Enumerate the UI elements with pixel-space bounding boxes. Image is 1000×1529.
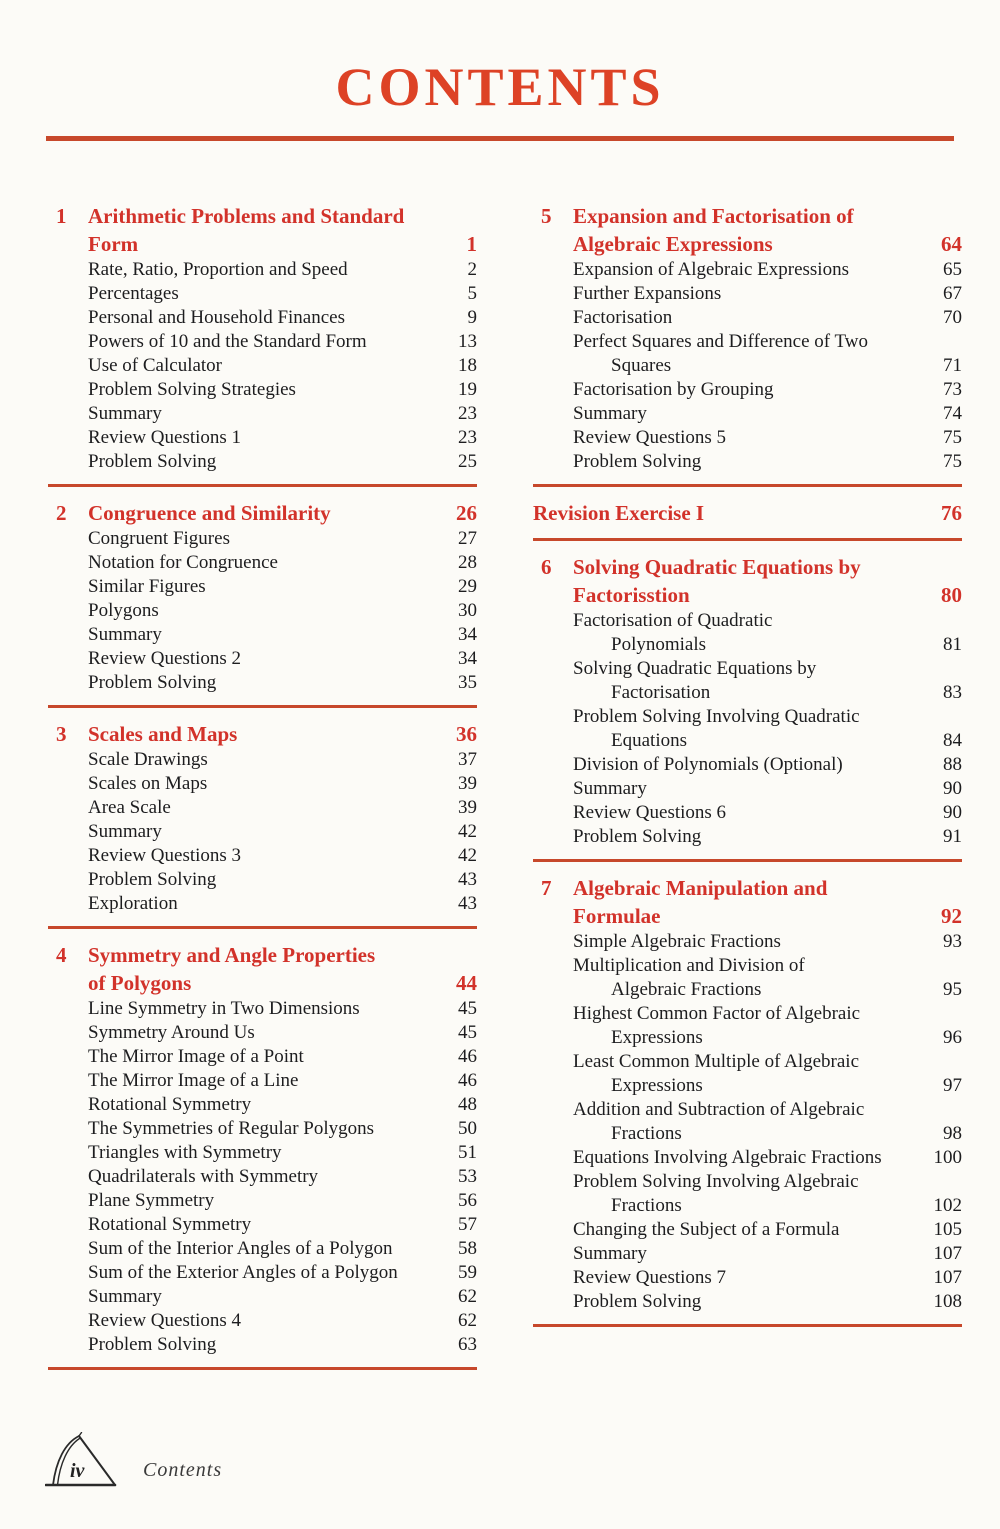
toc-entry-text: Rotational Symmetry (88, 1214, 252, 1236)
toc-row (533, 681, 962, 705)
toc-entry-text: Area Scale (88, 797, 171, 819)
chapter-section (533, 190, 962, 487)
toc-entry-text: Review Questions 4 (88, 1310, 242, 1332)
toc-row (533, 230, 962, 258)
toc-row (48, 450, 477, 474)
toc-entry-text: Sum of the Exterior Angles of a Polygon (88, 1262, 398, 1284)
chapter-section (533, 541, 962, 862)
toc-row (48, 1117, 477, 1141)
chapter-title-line: Arithmetic Problems and Standard (88, 204, 405, 229)
toc-entry-page: 88 (943, 754, 962, 776)
toc-row (533, 902, 962, 930)
chapter-title-line: Form (88, 232, 139, 257)
chapter-section (48, 190, 477, 487)
toc-entry-text: Summary (88, 403, 162, 425)
toc-entry-page: 95 (943, 979, 962, 1001)
toc-row (533, 202, 962, 230)
toc-row (533, 378, 962, 402)
toc-entry-text: Sum of the Interior Angles of a Polygon (88, 1238, 393, 1260)
toc-entry-text: Summary (573, 403, 647, 425)
toc-row (533, 581, 962, 609)
chapter-title-line: Scales and Maps (88, 722, 238, 747)
toc-entry-page: 62 (458, 1310, 477, 1332)
footer-section-label: Contents (143, 1459, 223, 1481)
toc-entry-text: Triangles with Symmetry (88, 1142, 282, 1164)
toc-entry-text: Expressions (611, 1027, 703, 1049)
chapter-page-number: 44 (456, 971, 477, 996)
chapter-page-number: 80 (941, 583, 962, 608)
toc-row (533, 306, 962, 330)
toc-row (48, 892, 477, 916)
toc-row (533, 1146, 962, 1170)
chapter-number: 5 (541, 204, 552, 229)
toc-entry-page: 84 (943, 730, 962, 752)
chapter-section (533, 862, 962, 1327)
toc-row (533, 450, 962, 474)
chapter-page-number: 36 (456, 722, 477, 747)
toc-row (48, 1069, 477, 1093)
toc-entry-text: Algebraic Fractions (611, 979, 762, 1001)
toc-entry-text: Squares (611, 355, 672, 377)
toc-entry-text: Line Symmetry in Two Dimensions (88, 998, 360, 1020)
toc-entry-page: 13 (458, 331, 477, 353)
toc-row (533, 1122, 962, 1146)
page-number-emblem (45, 1432, 123, 1490)
chapter-title-line: Expansion and Factorisation of (573, 204, 854, 229)
chapter-title-line: Algebraic Manipulation and (573, 876, 828, 901)
toc-row (533, 499, 962, 527)
toc-entry-text: Solving Quadratic Equations by (573, 658, 817, 680)
toc-entry-text: Equations (611, 730, 687, 752)
toc-entry-page: 42 (458, 845, 477, 867)
toc-entry-page: 37 (458, 749, 477, 771)
toc-entry-text: Percentages (88, 283, 179, 305)
toc-entry-page: 67 (943, 283, 962, 305)
toc-entry-page: 2 (467, 259, 477, 281)
toc-entry-text: Rotational Symmetry (88, 1094, 252, 1116)
toc-row (533, 1266, 962, 1290)
toc-row (533, 402, 962, 426)
toc-entry-page: 23 (458, 427, 477, 449)
toc-entry-page: 93 (943, 931, 962, 953)
toc-row (533, 1098, 962, 1122)
chapter-page-number: 64 (941, 232, 962, 257)
toc-entry-page: 29 (458, 576, 477, 598)
toc-entry-text: Summary (88, 624, 162, 646)
toc-entry-text: Simple Algebraic Fractions (573, 931, 781, 953)
toc-entry-page: 105 (933, 1219, 962, 1241)
chapter-section (48, 929, 477, 1370)
toc-entry-page: 70 (943, 307, 962, 329)
toc-row (533, 753, 962, 777)
toc-entry-page: 53 (458, 1166, 477, 1188)
chapter-number: 1 (56, 204, 67, 229)
chapter-page-number: 92 (941, 904, 962, 929)
toc-row (48, 402, 477, 426)
toc-entry-page: 27 (458, 528, 477, 550)
toc-entry-text: Problem Solving Involving Algebraic (573, 1171, 859, 1193)
toc-entry-page: 108 (933, 1291, 962, 1313)
toc-entry-text: Review Questions 6 (573, 802, 727, 824)
toc-entry-text: Addition and Subtraction of Algebraic (573, 1099, 865, 1121)
toc-entry-page: 62 (458, 1286, 477, 1308)
chapter-page-number: 76 (941, 501, 962, 526)
toc-entry-page: 83 (943, 682, 962, 704)
toc-row (48, 969, 477, 997)
toc-row (533, 633, 962, 657)
chapter-section (48, 487, 477, 708)
toc-row (48, 748, 477, 772)
toc-row (48, 527, 477, 551)
toc-row (533, 825, 962, 849)
toc-row (533, 801, 962, 825)
toc-row (48, 575, 477, 599)
toc-row (533, 426, 962, 450)
chapter-title-line: Symmetry and Angle Properties (88, 943, 376, 968)
toc-entry-page: 100 (933, 1147, 962, 1169)
toc-entry-page: 63 (458, 1334, 477, 1356)
toc-row (533, 330, 962, 354)
toc-row (533, 978, 962, 1002)
toc-row (48, 1141, 477, 1165)
chapter-number: 2 (56, 501, 67, 526)
toc-entry-text: Problem Solving (88, 869, 217, 891)
toc-row (48, 772, 477, 796)
toc-entry-text: Exploration (88, 893, 178, 915)
toc-entry-text: Problem Solving Strategies (88, 379, 296, 401)
toc-entry-text: Least Common Multiple of Algebraic (573, 1051, 860, 1073)
toc-entry-page: 39 (458, 797, 477, 819)
toc-entry-text: Review Questions 2 (88, 648, 242, 670)
toc-entry-text: Factorisation (611, 682, 711, 704)
toc-entry-text: Symmetry Around Us (88, 1022, 255, 1044)
toc-entry-text: Perfect Squares and Difference of Two (573, 331, 868, 353)
toc-row (48, 820, 477, 844)
toc-row (48, 1021, 477, 1045)
toc-row (533, 1050, 962, 1074)
chapter-number: 4 (56, 943, 67, 968)
chapter-title-line: Factorisstion (573, 583, 690, 608)
toc-entry-text: Highest Common Factor of Algebraic (573, 1003, 861, 1025)
toc-entry-page: 34 (458, 648, 477, 670)
toc-entry-text: Scales on Maps (88, 773, 208, 795)
toc-entry-text: Changing the Subject of a Formula (573, 1219, 840, 1241)
title-rule (46, 136, 954, 141)
chapter-page-number: 26 (456, 501, 477, 526)
toc-entry-page: 59 (458, 1262, 477, 1284)
toc-row (48, 1093, 477, 1117)
toc-row (48, 258, 477, 282)
toc-entry-text: Expansion of Algebraic Expressions (573, 259, 849, 281)
chapter-page-number: 1 (466, 232, 477, 257)
toc-row (48, 1189, 477, 1213)
toc-entry-page: 102 (933, 1195, 962, 1217)
chapter-number: 7 (541, 876, 552, 901)
toc-entry-text: Use of Calculator (88, 355, 223, 377)
toc-entry-page: 90 (943, 802, 962, 824)
toc-entry-page: 23 (458, 403, 477, 425)
toc-entry-page: 58 (458, 1238, 477, 1260)
toc-row (533, 930, 962, 954)
toc-row (533, 1218, 962, 1242)
toc-entry-page: 18 (458, 355, 477, 377)
toc-entry-page: 42 (458, 821, 477, 843)
chapter-title-line: Algebraic Expressions (573, 232, 773, 257)
toc-entry-text: Fractions (611, 1195, 682, 1217)
toc-entry-text: Problem Solving (573, 1291, 702, 1313)
toc-row (48, 306, 477, 330)
toc-row (48, 202, 477, 230)
toc-entry-page: 43 (458, 869, 477, 891)
toc-row (533, 1242, 962, 1266)
toc-entry-page: 30 (458, 600, 477, 622)
toc-entry-page: 19 (458, 379, 477, 401)
toc-entry-page: 75 (943, 451, 962, 473)
toc-row (533, 954, 962, 978)
toc-row (48, 941, 477, 969)
toc-entry-page: 25 (458, 451, 477, 473)
toc-entry-text: Review Questions 7 (573, 1267, 727, 1289)
toc-entry-page: 56 (458, 1190, 477, 1212)
toc-entry-text: Factorisation (573, 307, 673, 329)
toc-row (533, 609, 962, 633)
toc-row (48, 330, 477, 354)
toc-entry-page: 43 (458, 893, 477, 915)
toc-entry-page: 51 (458, 1142, 477, 1164)
toc-row (533, 705, 962, 729)
toc-row (533, 777, 962, 801)
toc-entry-text: Problem Solving (573, 826, 702, 848)
toc-row (48, 623, 477, 647)
toc-row (48, 997, 477, 1021)
toc-entry-page: 57 (458, 1214, 477, 1236)
toc-entry-text: Problem Solving (88, 451, 217, 473)
chapter-title-line: Congruence and Similarity (88, 501, 331, 526)
toc-entry-text: Expressions (611, 1075, 703, 1097)
page-number: iv (70, 1460, 85, 1482)
toc-entry-text: Factorisation by Grouping (573, 379, 774, 401)
toc-entry-page: 74 (943, 403, 962, 425)
toc-entry-page: 65 (943, 259, 962, 281)
toc-entry-text: Review Questions 5 (573, 427, 727, 449)
toc-row (48, 720, 477, 748)
toc-entry-text: Problem Solving (88, 672, 217, 694)
toc-entry-text: Rate, Ratio, Proportion and Speed (88, 259, 348, 281)
toc-row (533, 1074, 962, 1098)
page-footer (45, 1432, 222, 1490)
toc-row (48, 1045, 477, 1069)
toc-entry-page: 35 (458, 672, 477, 694)
toc-column-left (48, 190, 477, 1370)
toc-entry-page: 28 (458, 552, 477, 574)
toc-entry-text: Congruent Figures (88, 528, 230, 550)
toc-row (48, 1333, 477, 1357)
toc-entry-text: Polynomials (611, 634, 707, 656)
chapter-title-line: Solving Quadratic Equations by (573, 555, 861, 580)
toc-row (48, 1261, 477, 1285)
toc-entry-page: 34 (458, 624, 477, 646)
toc-row (533, 282, 962, 306)
chapter-title-line: of Polygons (88, 971, 192, 996)
toc-row (533, 258, 962, 282)
revision-exercise-section (533, 487, 962, 541)
toc-row (48, 1213, 477, 1237)
chapter-title-line: Formulae (573, 904, 661, 929)
toc-entry-text: Scale Drawings (88, 749, 208, 771)
toc-entry-page: 97 (943, 1075, 962, 1097)
toc-row (48, 844, 477, 868)
toc-entry-page: 107 (933, 1267, 962, 1289)
toc-entry-text: Summary (88, 1286, 162, 1308)
toc-entry-text: Further Expansions (573, 283, 722, 305)
toc-entry-text: The Mirror Image of a Point (88, 1046, 304, 1068)
toc-row (48, 551, 477, 575)
toc-entry-text: Problem Solving (573, 451, 702, 473)
toc-row (48, 499, 477, 527)
toc-row (48, 796, 477, 820)
toc-entry-text: Factorisation of Quadratic (573, 610, 773, 632)
toc-entry-text: The Symmetries of Regular Polygons (88, 1118, 375, 1140)
toc-row (533, 1002, 962, 1026)
toc-entry-text: The Mirror Image of a Line (88, 1070, 299, 1092)
toc-entry-page: 46 (458, 1070, 477, 1092)
toc-entry-text: Problem Solving (88, 1334, 217, 1356)
toc-row (48, 1285, 477, 1309)
toc-entry-page: 91 (943, 826, 962, 848)
toc-row (533, 657, 962, 681)
toc-row (533, 874, 962, 902)
toc-entry-text: Similar Figures (88, 576, 206, 598)
toc-row (48, 599, 477, 623)
toc-entry-page: 98 (943, 1123, 962, 1145)
chapter-number: 6 (541, 555, 552, 580)
chapter-section (48, 708, 477, 929)
toc-row (48, 868, 477, 892)
toc-entry-text: Quadrilaterals with Symmetry (88, 1166, 319, 1188)
toc-row (48, 282, 477, 306)
toc-row (48, 1237, 477, 1261)
toc-entry-page: 39 (458, 773, 477, 795)
toc-entry-text: Personal and Household Finances (88, 307, 345, 329)
toc-entry-text: Review Questions 3 (88, 845, 242, 867)
toc-entry-page: 50 (458, 1118, 477, 1140)
toc-entry-text: Problem Solving Involving Quadratic (573, 706, 860, 728)
toc-row (48, 671, 477, 695)
toc-entry-text: Fractions (611, 1123, 682, 1145)
toc-entry-page: 73 (943, 379, 962, 401)
toc-row (533, 354, 962, 378)
toc-entry-text: Powers of 10 and the Standard Form (88, 331, 367, 353)
toc-row (533, 1026, 962, 1050)
toc-entry-text: Summary (573, 1243, 647, 1265)
toc-row (533, 1290, 962, 1314)
toc-entry-page: 71 (943, 355, 962, 377)
toc-entry-page: 45 (458, 1022, 477, 1044)
chapter-number: 3 (56, 722, 67, 747)
toc-row (48, 378, 477, 402)
toc-row (533, 553, 962, 581)
toc-row (48, 1309, 477, 1333)
toc-row (533, 1170, 962, 1194)
toc-row (48, 230, 477, 258)
toc-entry-text: Summary (88, 821, 162, 843)
page-title: CONTENTS (335, 57, 665, 117)
toc-entry-page: 48 (458, 1094, 477, 1116)
chapter-title-line: Revision Exercise I (533, 501, 705, 526)
toc-column-right (533, 190, 962, 1370)
toc-row (48, 426, 477, 450)
toc-entry-page: 45 (458, 998, 477, 1020)
toc-entry-page: 5 (467, 283, 477, 305)
toc-entry-text: Review Questions 1 (88, 427, 242, 449)
toc-entry-text: Equations Involving Algebraic Fractions (573, 1147, 882, 1169)
toc-entry-page: 46 (458, 1046, 477, 1068)
toc-row (533, 729, 962, 753)
toc-entry-text: Multiplication and Division of (573, 955, 805, 977)
toc-entry-page: 107 (933, 1243, 962, 1265)
toc-entry-text: Summary (573, 778, 647, 800)
toc-entry-page: 96 (943, 1027, 962, 1049)
toc-row (533, 1194, 962, 1218)
toc-entry-page: 9 (467, 307, 477, 329)
toc-entry-text: Notation for Congruence (88, 552, 278, 574)
toc-row (48, 1165, 477, 1189)
toc-row (48, 354, 477, 378)
toc-entry-page: 90 (943, 778, 962, 800)
toc-row (48, 647, 477, 671)
toc-entry-page: 81 (943, 634, 962, 656)
toc-entry-text: Division of Polynomials (Optional) (573, 754, 843, 776)
toc-entry-text: Polygons (88, 600, 159, 622)
toc-entry-page: 75 (943, 427, 962, 449)
toc-entry-text: Plane Symmetry (88, 1190, 215, 1212)
toc-columns (0, 190, 1000, 1370)
